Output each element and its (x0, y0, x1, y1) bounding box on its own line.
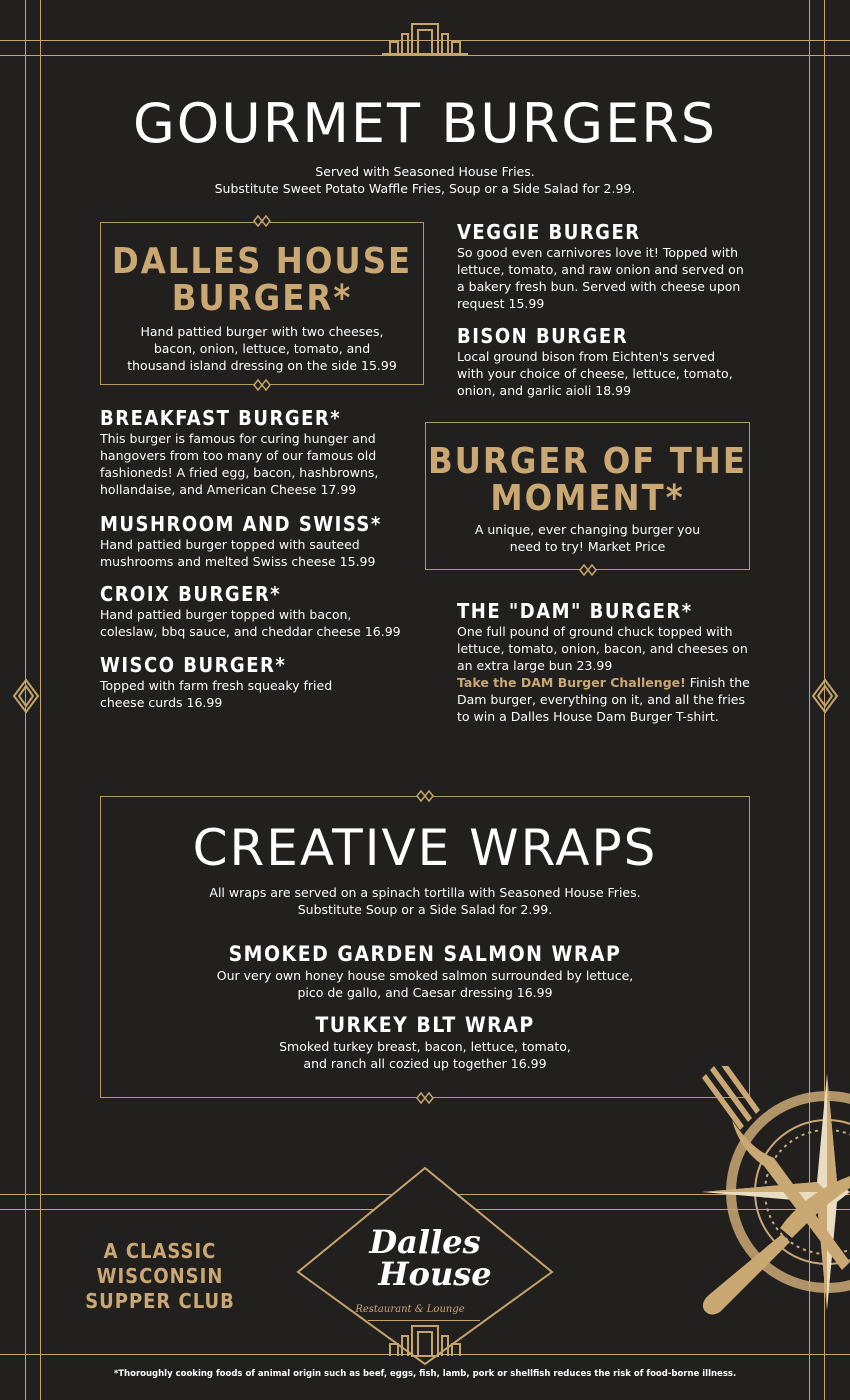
turkey-wrap-item (100, 1012, 750, 1072)
desc-line: lettuce, tomato, onion, bacon, and cheeses on (457, 641, 748, 656)
burgers-subtitle-line: Substitute Sweet Potato Waffle Fries, Soup or a Side Salad for 2.99. (214, 181, 636, 196)
burgers-subtitle-line: Served with Seasoned House Fries. (315, 164, 535, 179)
desc-line: hollandaise, and American Cheese 17.99 (100, 482, 357, 497)
wraps-title: CREATIVE WRAPS (192, 819, 658, 877)
desc-line: bacon, onion, lettuce, tomato, and (153, 341, 371, 356)
desc-line: Hand pattied burger topped with bacon, (100, 607, 352, 622)
desc-line: an extra large bun 23.99 (457, 658, 613, 673)
salmon-wrap-name: SMOKED GARDEN SALMON WRAP (228, 942, 622, 966)
burgers-subtitle (0, 163, 850, 197)
croix-burger-item (100, 582, 420, 640)
desc-line: Smoked turkey breast, bacon, lettuce, tomato, (279, 1039, 571, 1054)
wraps-subtitle-line: All wraps are served on a spinach tortilla with Seasoned House Fries. (209, 885, 641, 900)
desc-line: This burger is famous for curing hunger and (100, 431, 376, 446)
bison-burger-desc (457, 348, 757, 399)
dam-challenge-text: Finish the (685, 675, 750, 690)
breakfast-burger-item (100, 406, 420, 498)
salmon-wrap-item (100, 941, 750, 1001)
diamond-ornament-icon (578, 563, 598, 577)
desc-line: Hand pattied burger with two cheeses, (140, 324, 384, 339)
dalles-burger-name (101, 243, 423, 317)
slogan-line: A CLASSIC WISCONSIN (96, 1239, 224, 1288)
desc-line: Dam burger, everything on it, and all the fries (457, 692, 746, 707)
moment-burger-name-line: BURGER OF THE (427, 441, 748, 482)
desc-line: fashioneds! A fried egg, bacon, hashbrowns, (100, 465, 379, 480)
food-safety-footnote: *Thoroughly cooking foods of animal origin such as beef, eggs, fish, lamb, pork or shellfish reduces the risk of food-borne illness. (113, 1369, 737, 1379)
desc-line: thousand island dressing on the side 15.99 (127, 358, 397, 373)
logo-line: House (378, 1255, 492, 1293)
mushroom-swiss-item (100, 512, 420, 570)
dam-burger-desc (457, 623, 767, 725)
veggie-burger-item (457, 220, 757, 312)
desc-line: Our very own honey house smoked salmon surrounded by lettuce, (216, 968, 634, 983)
diamond-ornament-icon (415, 789, 435, 803)
desc-line: and ranch all cozied up together 16.99 (303, 1056, 547, 1071)
desc-line: pico de gallo, and Caesar dressing 16.99 (297, 985, 553, 1000)
veggie-burger-desc (457, 244, 757, 312)
desc-line: onion, and garlic aioli 18.99 (457, 383, 632, 398)
desc-line: to win a Dalles House Dam Burger T-shirt. (457, 709, 719, 724)
burger-of-the-moment-box (425, 422, 750, 570)
turkey-wrap-name: TURKEY BLT WRAP (315, 1013, 535, 1037)
bison-burger-item (457, 324, 757, 399)
desc-line: with your choice of cheese, lettuce, tomato, (457, 366, 733, 381)
frame-left-line-2 (40, 0, 41, 1400)
logo-line: Dalles (369, 1223, 481, 1261)
desc-line: request 15.99 (457, 296, 545, 311)
desc-line: Topped with farm fresh squeaky fried (100, 678, 333, 693)
slogan-line: SUPPER CLUB (85, 1289, 235, 1313)
logo-subtitle: Restaurant & Lounge (355, 1304, 465, 1315)
logo-underline (368, 1320, 480, 1321)
art-deco-crest-icon (378, 20, 472, 65)
wisco-burger-name: WISCO BURGER* (100, 653, 287, 677)
mushroom-swiss-name: MUSHROOM AND SWISS* (100, 512, 382, 536)
moment-burger-name-line: MOMENT* (490, 478, 685, 519)
dalles-burger-name-line: DALLES HOUSE (111, 241, 413, 282)
dam-challenge-label: Take the DAM Burger Challenge! (457, 675, 686, 690)
diamond-ornament-icon (415, 1091, 435, 1105)
wraps-subtitle-line: Substitute Soup or a Side Salad for 2.99. (297, 902, 553, 917)
diamond-ornament-icon (811, 678, 839, 714)
desc-line: Local ground bison from Eichten's served (457, 349, 716, 364)
dalles-burger-desc (101, 323, 423, 374)
desc-line: lettuce, tomato, and raw onion and served on (457, 262, 744, 277)
desc-line: So good even carnivores love it! Topped with (457, 245, 738, 260)
desc-line: One full pound of ground chuck topped with (457, 624, 733, 639)
bison-burger-name: BISON BURGER (457, 324, 629, 348)
turkey-wrap-desc (100, 1038, 750, 1072)
diamond-ornament-icon (252, 378, 272, 392)
dalles-burger-box (100, 222, 424, 385)
breakfast-burger-desc (100, 430, 420, 498)
desc-line: cheese curds 16.99 (100, 695, 223, 710)
logo-wordmark (330, 1223, 520, 1293)
desc-line: mushrooms and melted Swiss cheese 15.99 (100, 554, 376, 569)
knife-icon (700, 1176, 850, 1316)
diamond-ornament-icon (252, 214, 272, 228)
dam-burger-item (457, 599, 767, 725)
desc-line: A unique, ever changing burger you (474, 522, 701, 537)
croix-burger-name: CROIX BURGER* (100, 582, 282, 606)
burgers-title: GOURMET BURGERS (132, 92, 718, 155)
desc-line (457, 674, 767, 691)
desc-line: Hand pattied burger topped with sauteed (100, 537, 360, 552)
dam-burger-name: THE "DAM" BURGER* (457, 599, 693, 623)
moment-burger-desc (426, 521, 749, 555)
art-deco-crest-icon (378, 1322, 472, 1364)
desc-line: hangovers from too many of our famous old (100, 448, 377, 463)
wraps-subtitle (100, 884, 750, 918)
mushroom-swiss-desc (100, 536, 420, 570)
wisco-burger-desc (100, 677, 420, 711)
salmon-wrap-desc (100, 967, 750, 1001)
veggie-burger-name: VEGGIE BURGER (457, 220, 641, 244)
breakfast-burger-name: BREAKFAST BURGER* (100, 406, 342, 430)
desc-line: coleslaw, bbq sauce, and cheddar cheese 16.99 (100, 624, 401, 639)
diamond-ornament-icon (12, 678, 40, 714)
moment-burger-name (426, 443, 749, 517)
dalles-burger-name-line: BURGER* (171, 278, 353, 319)
desc-line: need to try! Market Price (509, 539, 666, 554)
croix-burger-desc (100, 606, 420, 640)
wisco-burger-item (100, 653, 420, 711)
supper-club-slogan (50, 1239, 270, 1314)
desc-line: a bakery fresh bun. Served with cheese upon (457, 279, 741, 294)
